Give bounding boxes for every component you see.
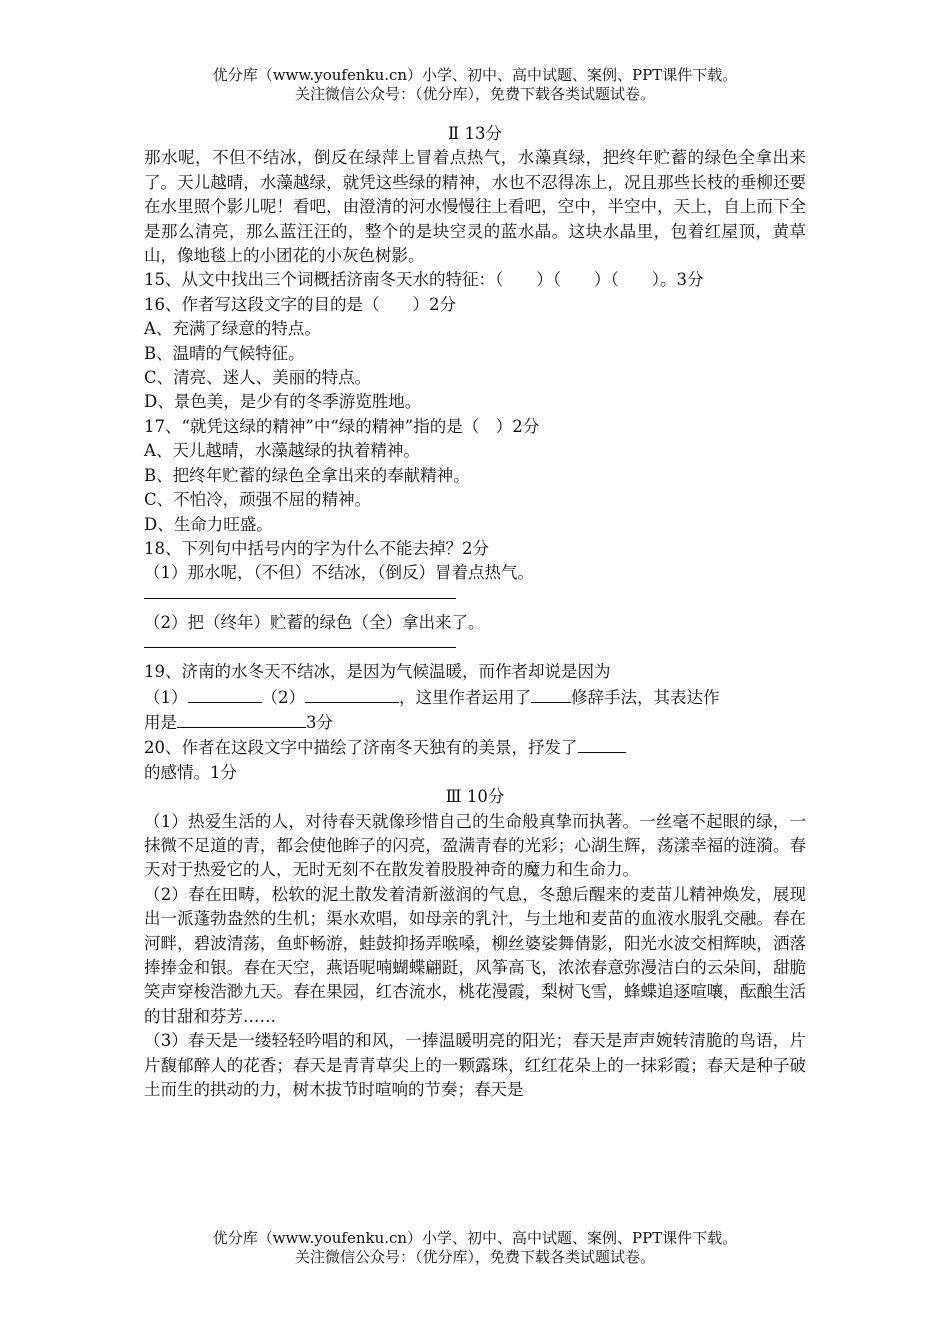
q16-option-b: B、温晴的气候特征。 — [144, 343, 305, 363]
q19-blank-2 — [305, 685, 399, 703]
q19-blank-3 — [531, 685, 571, 703]
question-19-line-3 — [144, 710, 806, 735]
header-line-1: 优分库（www.youfenku.cn）小学、初中、高中试题、案例、PPT课件下载。 — [212, 66, 738, 84]
q19-score: 3分 — [306, 712, 333, 732]
section-2-title: Ⅱ 13分 — [448, 124, 502, 143]
question-19-blanks-line — [144, 685, 806, 710]
q19-text-rhetoric: ，这里作者运用了 — [399, 687, 531, 707]
section-3-title: Ⅲ 10分 — [445, 787, 505, 807]
question-15: 15、从文中找出三个词概括济南冬天水的特征：（ ）（ ）（ ）。3分 — [144, 270, 704, 290]
question-18-part-2: （2）把（终年）贮蓄的绿色（全）拿出来了。 — [144, 612, 485, 632]
q17-option-c: C、不怕冷，顽强不屈的精神。 — [144, 490, 372, 510]
question-16: 16、作者写这段文字的目的是（ ）2分 — [144, 294, 456, 314]
header-line-2: 关注微信公众号：（优分库），免费下载各类试题试卷。 — [294, 85, 655, 103]
page-footer — [0, 1229, 950, 1267]
q19-blank-4 — [177, 710, 306, 728]
q16-option-c: C、清亮、迷人、美丽的特点。 — [144, 368, 372, 388]
q17-option-a: A、天儿越晴，水藻越绿的执着精神。 — [144, 441, 420, 461]
question-17: 17、“就凭这绿的精神”中“绿的精神”指的是（ ）2分 — [144, 416, 540, 436]
q19-label-2: （2） — [261, 687, 305, 707]
section-3-paragraph-2: （2）春在田畴，松软的泥土散发着清新滋润的气息，冬憩后醒来的麦苗儿精神焕发，展现出一派蓬勃盎然的生机；渠水欢唱，如母亲的乳汁，与土地和麦苗的血液水服乳交融。春在河畔，碧波清荡，鱼虾畅游，蛙鼓抑扬弄喉嗓，柳丝婆娑舞倩影，阳光水波交相辉映，洒落捧捧金和银。春在天空，燕语呢喃蝴蝶翩跹，风筝高飞，浓浓春意弥漫洁白的云朵间，甜脆笑声穿梭浩渺九天。春在果园，红杏流水，桃花漫霞，梨树飞雪，蜂蝶追逐喧嚷，酝酿生活的甘甜和芬芳…… — [144, 884, 806, 1026]
question-18-part-1: （1）那水呢，（不但）不结冰，（倒反）冒着点热气。 — [144, 563, 534, 583]
section-3-paragraph-1: （1）热爱生活的人，对待春天就像珍惜自己的生命般真挚而执著。一丝毫不起眼的绿，一抹微不足道的青，都会使他眸子的闪亮，盈满青春的光彩；心湖生辉，荡漾幸福的涟漪。春天对于热爱它的人，无时无刻不在散发着股股神奇的魔力和生命力。 — [144, 811, 806, 880]
q20-text: 20、作者在这段文字中描绘了济南冬天独有的美景，抒发了 — [144, 738, 578, 758]
answer-line-18-2 — [144, 635, 456, 648]
footer-line-1: 优分库（www.youfenku.cn）小学、初中、高中试题、案例、PPT课件下载。 — [212, 1229, 738, 1247]
page-header — [0, 66, 950, 104]
footer-line-2: 关注微信公众号：（优分库），免费下载各类试题试卷。 — [294, 1248, 655, 1266]
q19-text-use: 用是 — [144, 712, 177, 732]
q20-blank — [578, 735, 626, 753]
q19-blank-1 — [188, 685, 262, 703]
q19-text-effect: 修辞手法，其表达作 — [571, 687, 720, 707]
q17-option-d: D、生命力旺盛。 — [144, 514, 273, 534]
section-2-passage: 那水呢，不但不结冰，倒反在绿萍上冒着点热气，水藻真绿，把终年贮蓄的绿色全拿出来了。天儿越晴，水藻越绿，就凭这些绿的精神，水也不忍得冻上，况且那些长枝的垂柳还要在水里照个影儿呢！看吧，由澄清的河水慢慢往上看吧，空中，半空中，天上，自上而下全是那么清亮，那么蓝汪汪的，整个的是块空灵的蓝水晶。这块水晶里，包着红屋顶，黄草山，像地毯上的小团花的小灰色树影。 — [144, 148, 806, 266]
section-3-paragraph-3: （3）春天是一缕轻轻吟唱的和风，一捧温暖明亮的阳光；春天是声声婉转清脆的鸟语，片片馥郁醉人的花香；春天是青青草尖上的一颗露珠，红红花朵上的一抹彩霞；春天是种子破土而生的拱动的力，树木拔节时喧响的节奏；春天是 — [144, 1031, 806, 1100]
q16-option-d: D、景色美，是少有的冬季游览胜地。 — [144, 392, 422, 412]
question-19: 19、济南的水冬天不结冰，是因为气候温暖，而作者却说是因为 — [144, 662, 611, 682]
question-20-line-2: 的感情。1分 — [144, 762, 237, 782]
q16-option-a: A、充满了绿意的特点。 — [144, 319, 321, 339]
q19-label-1: （1） — [144, 687, 188, 707]
answer-line-18-1 — [144, 586, 456, 599]
question-20 — [144, 735, 806, 760]
q17-option-b: B、把终年贮蓄的绿色全拿出来的奉献精神。 — [144, 465, 470, 485]
document-body — [144, 122, 806, 1102]
question-18: 18、下列句中括号内的字为什么不能去掉？2分 — [144, 538, 489, 558]
